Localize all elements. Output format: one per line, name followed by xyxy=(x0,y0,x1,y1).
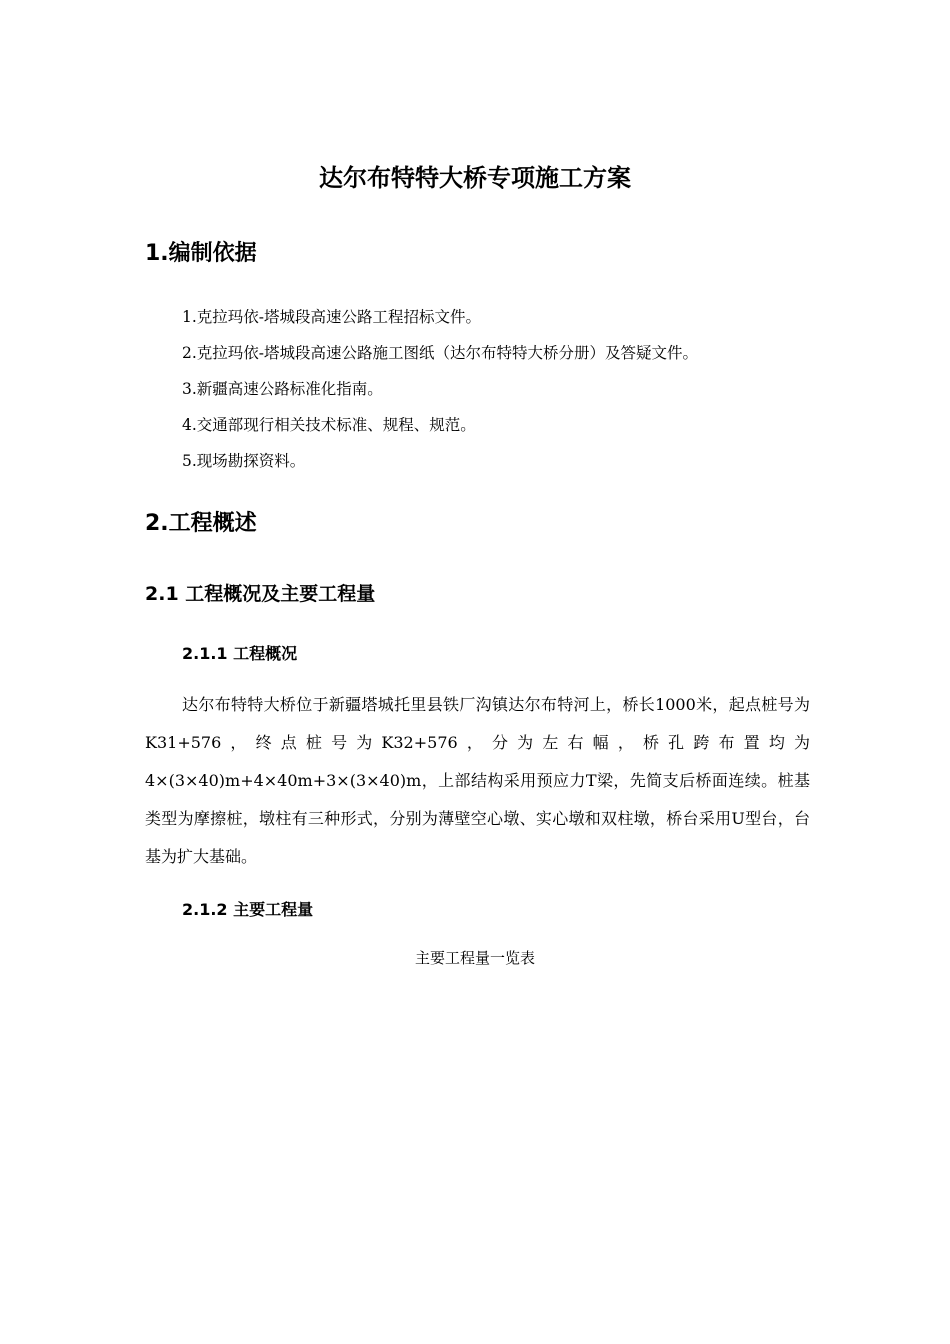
basis-list-item: 1.克拉玛依-塔城段高速公路工程招标文件。 xyxy=(182,308,482,326)
table-caption: 主要工程量一览表 xyxy=(414,949,535,967)
subsubsection-heading-project-overview: 2.1.1 工程概况 xyxy=(182,644,298,663)
subsubsection-heading-main-quantities: 2.1.2 主要工程量 xyxy=(182,900,314,919)
section-heading-overview: 2.工程概述 xyxy=(145,511,257,536)
basis-list-item: 4.交通部现行相关技术标准、规程、规范。 xyxy=(182,416,476,434)
project-overview-paragraph: 达尔布特特大桥位于新疆塔城托里县铁厂沟镇达尔布特河上，桥长1000米，起点桩号为K31+576，终点桩号为K32+576，分为左右幅，桥孔跨布置均为4×(3×40)m+4×40m+3×(3×40)m，上部结构采用预应力T梁，先简支后桥面连续。桩基类型为摩擦桩，墩柱有三种形式，分别为薄壁空心墩、实心墩和双柱墩，桥台采用U型台，台基为扩大基础。 xyxy=(145,695,810,866)
basis-list xyxy=(182,299,698,479)
basis-list-item: 3.新疆高速公路标准化指南。 xyxy=(182,380,383,398)
subsection-heading-overview-quantities: 2.1 工程概况及主要工程量 xyxy=(145,583,376,605)
document-title: 达尔布特特大桥专项施工方案 xyxy=(319,163,631,192)
basis-list-item: 2.克拉玛依-塔城段高速公路施工图纸（达尔布特特大桥分册）及答疑文件。 xyxy=(182,344,699,362)
basis-list-item: 5.现场勘探资料。 xyxy=(182,452,306,470)
section-heading-basis: 1.编制依据 xyxy=(145,241,257,266)
